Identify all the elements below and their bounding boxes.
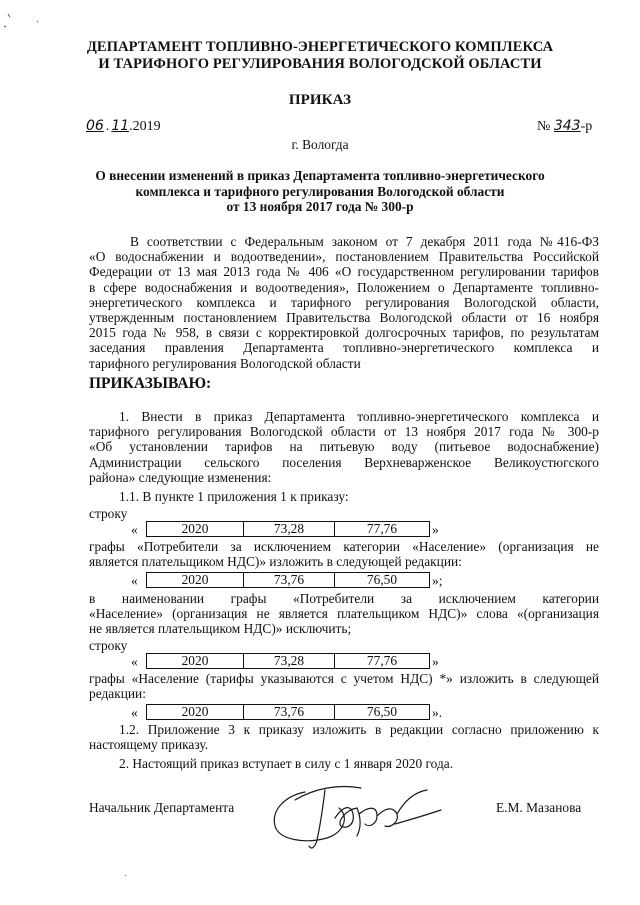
preamble-line: утвержденным постановлением Правительства Вологодской области от 16 ноября bbox=[89, 310, 599, 326]
number-handwritten: 343 bbox=[553, 118, 581, 134]
preamble-line: энергетического комплекса и тарифного регулирования Вологодской области, bbox=[89, 294, 599, 310]
title-line2: комплекса и тарифного регулирования Вологодской области bbox=[135, 183, 505, 199]
signatory-name: Е.М. Мазанова bbox=[496, 800, 582, 815]
date-year: .2019 bbox=[129, 119, 161, 134]
close-quote-semicolon: »; bbox=[432, 573, 443, 588]
cell-year: 2020 bbox=[147, 573, 244, 588]
title-line3: от 13 ноября 2017 года № 300-р bbox=[226, 199, 414, 214]
open-quote: « bbox=[131, 705, 138, 720]
close-quote: » bbox=[432, 654, 439, 669]
preamble-line: В соответствии с Федеральным законом от 7 декабря 2011 года №416-ФЗ bbox=[130, 234, 599, 249]
preamble-line: в сфере водоснабжения и водоотведения», Положением о Департаменте топливно- bbox=[89, 279, 599, 295]
naming-text-line: не является плательщиком НДС)» исключить; bbox=[89, 621, 352, 637]
item-1-line: «Об установлении тарифов на питьевую воду (питьевое водоснабжение) bbox=[89, 439, 599, 455]
graph-text-line: редакции: bbox=[89, 686, 146, 702]
graph-text-line: графы «Потребители за исключением категории «Население» (организация не bbox=[89, 539, 599, 554]
row-word-2: строку bbox=[89, 638, 128, 653]
preamble-line: тарифного регулирования Вологодской области bbox=[89, 355, 361, 371]
preamble-line: Федерации от 13 мая 2013 года № 406 «О государственном регулировании тарифов bbox=[89, 264, 599, 280]
department-name-line1: ДЕПАРТАМЕНТ ТОПЛИВНО-ЭНЕРГЕТИЧЕСКОГО КОМПЛЕКСА bbox=[86, 39, 554, 55]
cell-value-2: 76,50 bbox=[335, 705, 430, 720]
cell-value-1: 73,28 bbox=[244, 522, 335, 537]
naming-text-line: «Население» (организация не является плательщиком НДС)» слова «(организация bbox=[89, 606, 599, 622]
title-line1: О внесении изменений в приказ Департамента топливно-энергетического bbox=[95, 168, 545, 183]
item-1-line: Администрации сельского поселения Верхневарженское Великоустюгского bbox=[89, 454, 599, 470]
graph-text-line: является плательщиком НДС)» изложить в следующей редакции: bbox=[89, 554, 462, 570]
preamble-line: 2015 года № 958, в связи с корректировкой долгосрочных тарифов, по результатам bbox=[89, 325, 599, 341]
item-2: 2. Настоящий приказ вступает в силу с 1 января 2020 года. bbox=[119, 756, 454, 771]
cell-value-1: 73,28 bbox=[244, 654, 335, 669]
cell-value-2: 77,76 bbox=[335, 654, 430, 669]
preamble-line: заседания правления Департамента топливно-энергетического комплекса и bbox=[89, 340, 599, 356]
date-month: 11 bbox=[111, 118, 130, 134]
preamble-line: «О водоснабжении и водоотведении», постановлением Правительства Российской bbox=[89, 249, 599, 265]
item-1-2-line: настоящему приказу. bbox=[89, 737, 209, 753]
date-day: 06 bbox=[86, 118, 104, 134]
item-1-1: 1.1. В пункте 1 приложения 1 к приказу: bbox=[119, 489, 349, 504]
order-word: ПРИКАЗЫВАЮ: bbox=[89, 375, 212, 392]
item-1-line: 1. Внести в приказ Департамента топливно-энергетического комплекса и bbox=[119, 409, 599, 424]
cell-year: 2020 bbox=[147, 705, 244, 720]
department-name-line2: И ТАРИФНОГО РЕГУЛИРОВАНИЯ ВОЛОГОДСКОЙ ОБЛАСТИ bbox=[98, 56, 542, 72]
close-quote: » bbox=[432, 522, 439, 537]
cell-value-2: 77,76 bbox=[335, 522, 430, 537]
row-word-1: строку bbox=[89, 506, 128, 521]
graph-text-line: графы «Население (тарифы указываются с учетом НДС) *» изложить в следующей bbox=[89, 671, 599, 686]
number-suffix: -р bbox=[580, 119, 593, 134]
signatory-position: Начальник Департамента bbox=[89, 800, 235, 815]
city: г. Вологда bbox=[291, 137, 349, 152]
close-quote-dot: ». bbox=[432, 705, 443, 720]
cell-year: 2020 bbox=[147, 654, 244, 669]
open-quote: « bbox=[131, 573, 138, 588]
document-type: ПРИКАЗ bbox=[288, 92, 352, 108]
naming-text-line: в наименовании графы «Потребители за исключением категории bbox=[89, 591, 599, 606]
cell-year: 2020 bbox=[147, 522, 244, 537]
item-1-line: района» следующие изменения: bbox=[89, 469, 272, 485]
open-quote: « bbox=[131, 654, 138, 669]
item-1-line: тарифного регулирования Вологодской области от 13 ноября 2017 года № 300-р bbox=[89, 424, 599, 440]
item-1-2-line: 1.2. Приложение 3 к приказу изложить в редакции согласно приложению к bbox=[119, 722, 599, 737]
open-quote: « bbox=[131, 522, 138, 537]
cell-value-1: 73,76 bbox=[244, 573, 335, 588]
order-date: 06 . 11.2019 bbox=[86, 118, 161, 134]
cell-value-2: 76,50 bbox=[335, 573, 430, 588]
cell-value-1: 73,76 bbox=[244, 705, 335, 720]
number-prefix: № bbox=[537, 119, 551, 134]
